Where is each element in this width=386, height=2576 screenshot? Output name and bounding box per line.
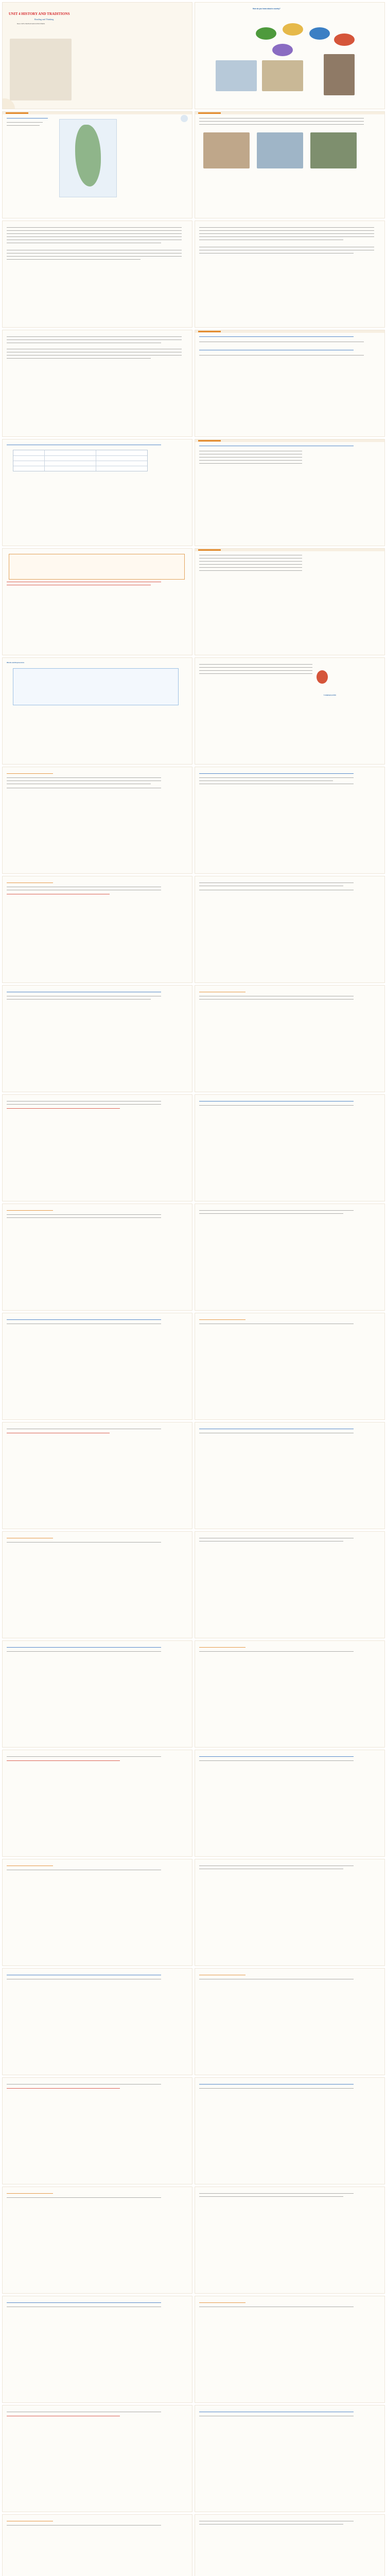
text-line — [7, 125, 40, 126]
text-line — [199, 121, 364, 122]
question-heading: How do you know about a country? — [253, 8, 280, 10]
photo — [262, 60, 303, 91]
bubble-icon — [256, 27, 276, 40]
slide-words — [195, 548, 385, 655]
decoration — [181, 115, 188, 122]
slide-mindmap — [2, 657, 192, 765]
doc-series: Book 2 WITH PEOPLE'S EDUCATION PRESS — [17, 23, 45, 25]
slide-passage — [2, 330, 192, 437]
slide-language-points — [195, 657, 385, 765]
bubble-icon — [334, 33, 355, 46]
decorative-picture — [10, 39, 72, 100]
bubble-icon — [283, 23, 303, 36]
slide-passage — [195, 221, 385, 328]
text-line — [7, 122, 43, 123]
slide-exercise — [195, 439, 385, 546]
topbar — [3, 112, 192, 114]
text-line — [199, 124, 364, 125]
uk-map — [59, 119, 117, 197]
topbar — [195, 112, 384, 114]
slide-exercise — [195, 330, 385, 437]
photo — [203, 132, 250, 168]
slide-passage — [2, 221, 192, 328]
photo — [324, 54, 355, 95]
slide-intro-reading — [195, 111, 385, 218]
slide-table — [2, 439, 192, 546]
photo — [310, 132, 357, 168]
bubble-icon — [272, 44, 293, 56]
slide-discussion — [2, 548, 192, 655]
doc-subtitle: Reading and Thinking — [34, 18, 54, 21]
doc-title: UNIT 4 HISTORY AND TRADITIONS — [9, 12, 70, 16]
slide-question — [195, 2, 385, 109]
bubble-icon — [309, 27, 330, 40]
photo — [257, 132, 303, 168]
slide-title — [2, 2, 192, 109]
section-heading: Words and Expressions — [7, 662, 25, 664]
slide-map — [2, 111, 192, 218]
language-points-title: Language points — [324, 694, 337, 696]
balloon-icon — [317, 670, 328, 684]
photo — [216, 60, 257, 91]
